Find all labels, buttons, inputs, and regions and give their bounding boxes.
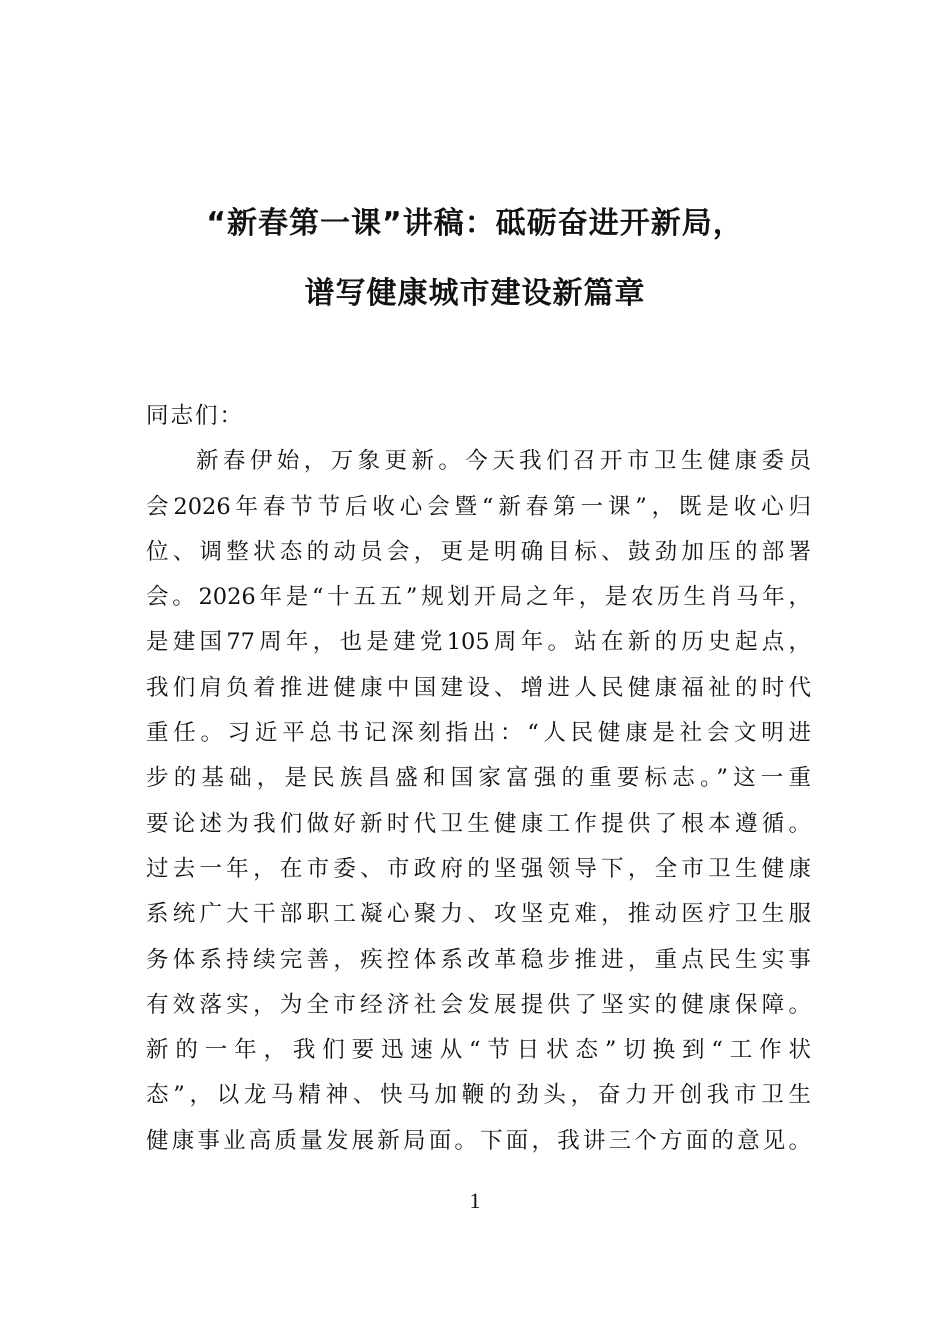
paragraph-line: 新春伊始，万象更新。今天我们召开市卫生健康委员 <box>196 448 811 475</box>
paragraph-line: 重任。习近平总书记深刻指出：“人民健康是社会文明进 <box>146 720 811 747</box>
paragraph-line: 位、调整状态的动员会，更是明确目标、鼓劲加压的部署 <box>146 538 811 565</box>
page-title-line-1: “新春第一课”讲稿：砥砺奋进开新局， <box>206 206 744 241</box>
paragraph-line: 是建国77周年，也是建党105周年。站在新的历史起点， <box>146 629 811 656</box>
document-body <box>146 394 811 1164</box>
paragraph-line: 我们肩负着推进健康中国建设、增进人民健康福祉的时代 <box>146 674 811 701</box>
paragraph-line: 会2026年春节节后收心会暨“新春第一课”，既是收心归 <box>146 493 811 520</box>
paragraph-line: 会。2026年是“十五五”规划开局之年，是农历生肖马年， <box>146 584 811 611</box>
paragraph-line: 步的基础，是民族昌盛和国家富强的重要标志。”这一重 <box>146 765 811 792</box>
paragraph-line: 健康事业高质量发展新局面。下面，我讲三个方面的意见。 <box>146 1127 811 1154</box>
paragraph-line: 新的一年，我们要迅速从“节日状态”切换到“工作状 <box>146 1037 811 1064</box>
page-number: 1 <box>469 1188 481 1213</box>
page-title-line-2: 谱写健康城市建设新篇章 <box>304 276 646 311</box>
paragraph-line: 态”，以龙马精神、快马加鞭的劲头，奋力开创我市卫生 <box>146 1082 811 1109</box>
paragraph-line: 务体系持续完善，疾控体系改革稳步推进，重点民生实事 <box>146 946 811 973</box>
paragraph-line: 过去一年，在市委、市政府的坚强领导下，全市卫生健康 <box>146 855 811 882</box>
paragraph-line: 有效落实，为全市经济社会发展提供了坚实的健康保障。 <box>146 991 811 1018</box>
paragraph-line: 要论述为我们做好新时代卫生健康工作提供了根本遵循。 <box>146 810 811 837</box>
salutation: 同志们： <box>146 403 245 429</box>
paragraph-line: 系统广大干部职工凝心聚力、攻坚克难，推动医疗卫生服 <box>146 901 811 928</box>
